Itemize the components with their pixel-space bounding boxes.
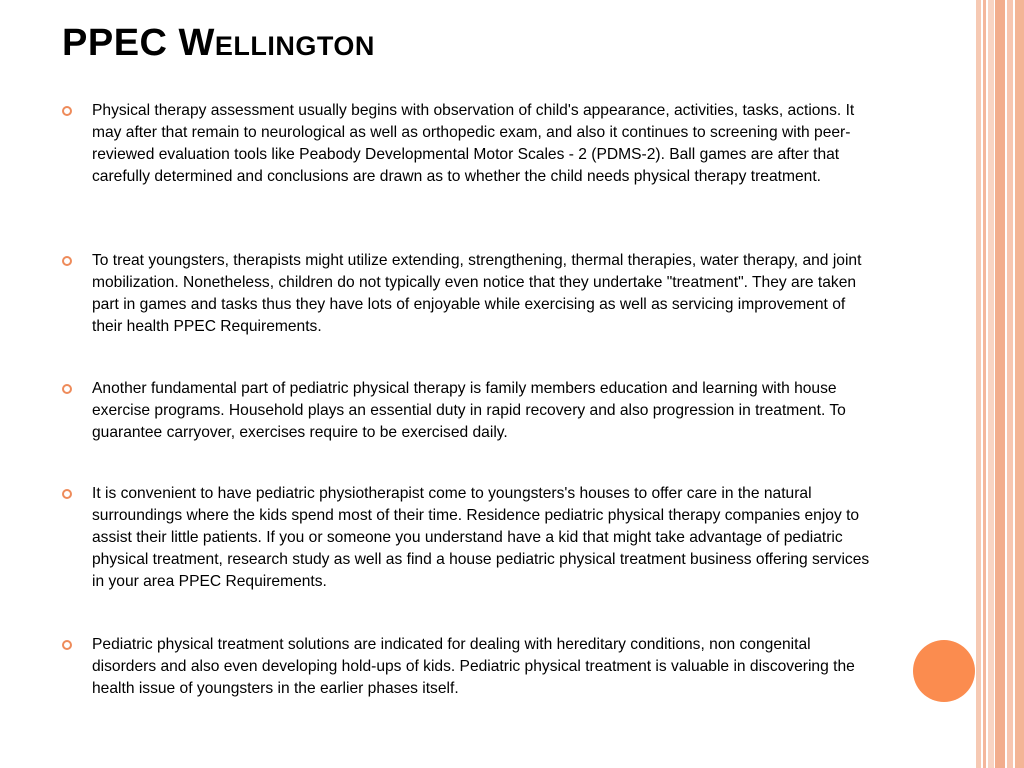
- bullet-circle-icon: [62, 640, 72, 650]
- bullet-circle-icon: [62, 106, 72, 116]
- bullet-circle-icon: [62, 384, 72, 394]
- bullet-text: It is convenient to have pediatric physiotherapist come to youngsters's houses to offer care in the natural surroundings where the kids spend most of their time. Residence pediatric physical therapy companies enjoy to assist their little patients. If you or someone you understand have a kid that might take advantage of pediatric physical treatment, research study as well as find a house pediatric physical treatment business offering services in your area PPEC Requirements.: [92, 485, 870, 590]
- decorative-stripe: [983, 0, 986, 768]
- bullet-text: Another fundamental part of pediatric physical therapy is family members education and learning with house exercise programs. Household plays an essential duty in rapid recovery and also progression in treatment. To guarantee carryover, exercises require to be exercised daily.: [92, 380, 846, 441]
- decorative-stripe: [1015, 0, 1024, 768]
- decorative-circle: [913, 640, 975, 702]
- decorative-stripe: [988, 0, 994, 768]
- decorative-stripe: [976, 0, 981, 768]
- slide-title: PPEC Wellington: [62, 22, 375, 64]
- bullet-text: Physical therapy assessment usually begins with observation of child's appearance, activities, tasks, actions. It may after that remain to neurological as well as orthopedic exam, and also it continues to screening with peer-reviewed evaluation tools like Peabody Developmental Motor Scales - 2 (PDMS-2). Ball games are after that carefully determined and conclusions are drawn as to whether the child needs physical therapy treatment.: [92, 102, 855, 185]
- bullet-circle-icon: [62, 489, 72, 499]
- decorative-stripe: [995, 0, 1005, 768]
- bullet-text: To treat youngsters, therapists might utilize extending, strengthening, thermal therapies, water therapy, and joint mobilization. Nonetheless, children do not typically even notice that they undertake "treatment". They are taken part in games and tasks thus they have lots of enjoyable while exercising as well as servicing improvement of their health PPEC Requirements.: [92, 252, 862, 335]
- bullet-circle-icon: [62, 256, 72, 266]
- bullet-text: Pediatric physical treatment solutions are indicated for dealing with hereditary conditions, non congenital disorders and also even developing hold-ups of kids. Pediatric physical treatment is valuable in discovering the health issue of youngsters in the earlier phases itself.: [92, 636, 855, 697]
- decorative-stripe: [1007, 0, 1013, 768]
